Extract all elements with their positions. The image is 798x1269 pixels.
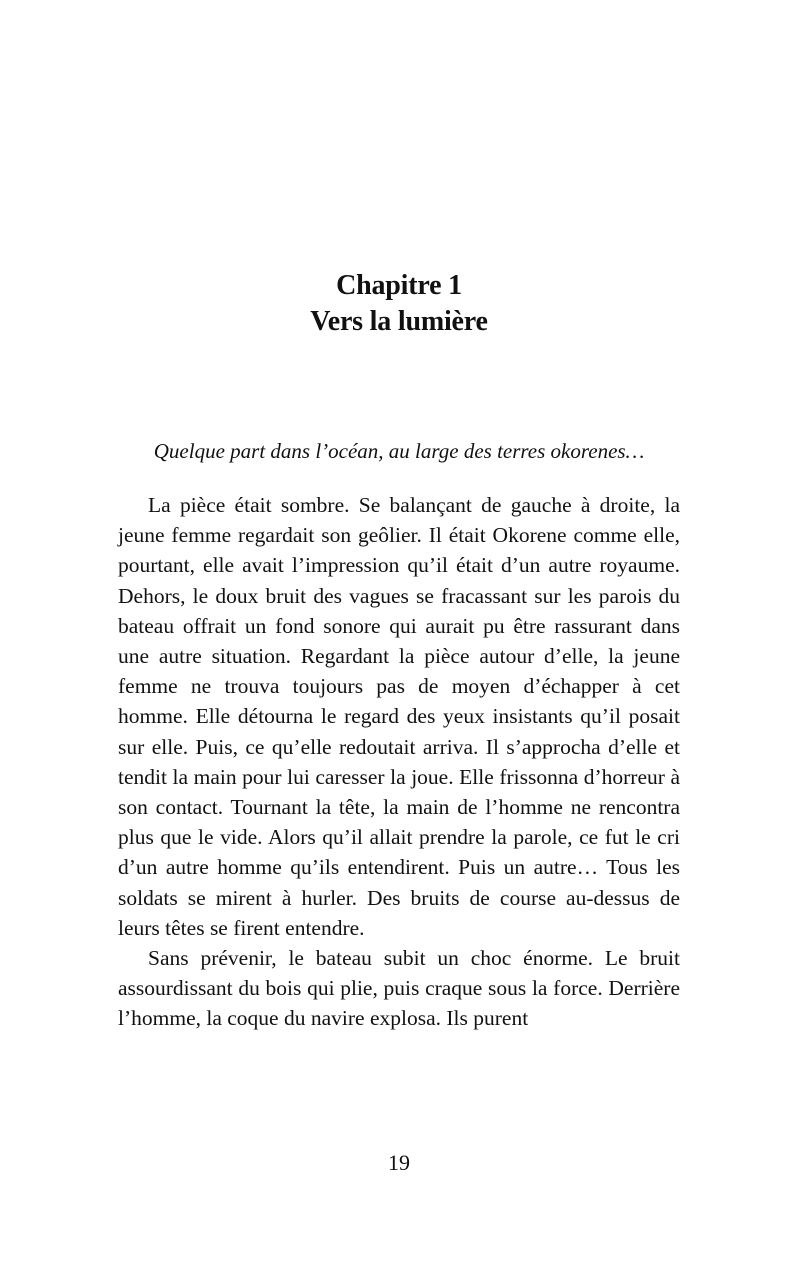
page-number: 19 xyxy=(388,1150,410,1175)
chapter-number: Chapitre 1 xyxy=(336,270,462,301)
paragraph: La pièce était sombre. Se balançant de gauche à droite, la jeune femme regardait son geôlier. Il était Okorene comme elle, pourtant, elle avait l’impression qu’il était d’un autre royaume. Dehors, le doux bruit des vagues se fracassant sur les parois du bateau offrait un fond sonore qui aurait pu être rassurant dans une autre situation. Regardant la pièce autour d’elle, la jeune femme ne trouva toujours pas de moyen d’échapper à cet homme. Elle détourna le regard des yeux insistants qu’il posait sur elle. Puis, ce qu’elle redoutait arriva. Il s’approcha d’elle et tendit la main pour lui caresser la joue. Elle frissonna d’horreur à son contact. Tournant la tête, la main de l’homme ne rencontra plus que le vide. Alors qu’il allait prendre la parole, ce fut le cri d’un autre homme qu’ils entendirent. Puis un autre… Tous les soldats se mirent à hurler. Des bruits de course au-dessus de leurs têtes se firent entendre. xyxy=(118,493,680,940)
body-text xyxy=(118,490,680,1034)
paragraph: Sans prévenir, le bateau subit un choc énorme. Le bruit assourdissant du bois qui plie, puis craque sous la force. Derrière l’homme, la coque du navire explosa. Ils purent xyxy=(118,946,680,1031)
chapter-heading xyxy=(0,268,798,340)
chapter-title: Vers la lumière xyxy=(310,306,488,337)
epigraph: Quelque part dans l’océan, au large des terres okorenes… xyxy=(153,439,645,463)
